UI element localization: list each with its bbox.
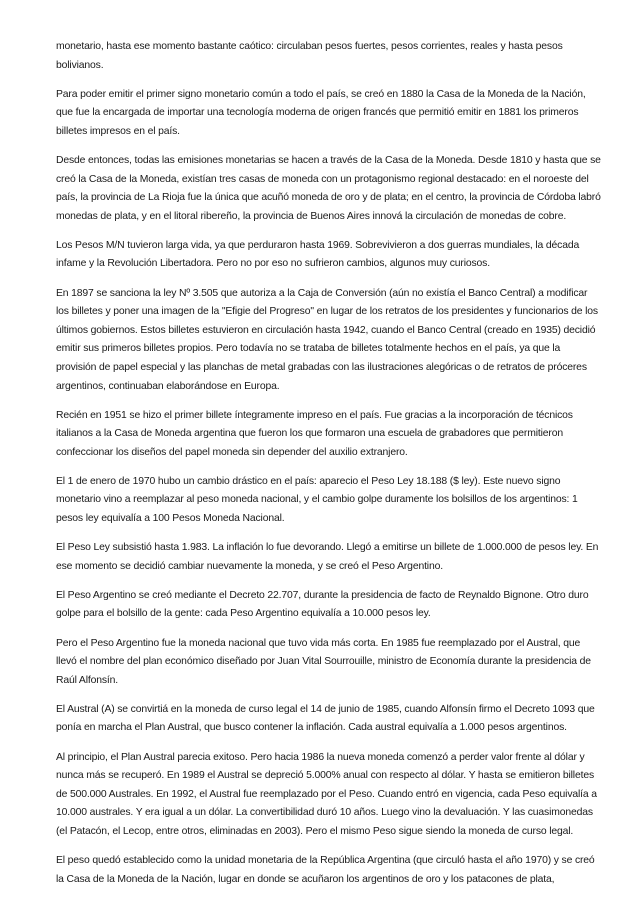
document-page <box>56 38 601 900</box>
paragraph: Los Pesos M/N tuvieron larga vida, ya que perduraron hasta 1969. Sobrevivieron a dos guerras mundiales, la década infame y la Revolución Libertadora. Pero no por eso no sufrieron cambios, algunos muy curiosos. <box>56 239 580 270</box>
paragraph: El Austral (A) se convirtiá en la moneda de curso legal el 14 de junio de 1985, cuando Alfonsín firmo el Decreto 1093 que ponía en marcha el Plan Austral, que busco contener la inflación. Cada austral equivalía a 1.000 pesos argentinos. <box>56 703 595 734</box>
paragraph: Desde entonces, todas las emisiones monetarias se hacen a través de la Casa de la Moneda. Desde 1810 y hasta que se creó la Casa de la Moneda, existían tres casas de moneda con un protagonismo regional destacado: en el noroeste del país, la provincia de La Rioja fue la única que acuñó moneda de oro y de plata; en el centro, la provincia de Córdoba labró monedas de plata, y en el litoral ribereño, la provincia de Buenos Aires innová la circulación de monedas de cobre. <box>56 154 601 222</box>
paragraph: El peso quedó establecido como la unidad monetaria de la República Argentina (que circuló hasta el año 1970) y se creó la Casa de la Moneda de la Nación, lugar en donde se acuñaron los argentinos de oro y los patacones de plata, <box>56 854 595 885</box>
paragraph: El Peso Argentino se creó mediante el Decreto 22.707, durante la presidencia de facto de Reynaldo Bignone. Otro duro golpe para el bolsillo de la gente: cada Peso Argentino equivalía a 10.000 pesos ley. <box>56 589 589 620</box>
paragraph: El Peso Ley subsistió hasta 1.983. La inflación lo fue devorando. Llegó a emitirse un billete de 1.000.000 de pesos ley. En ese momento se decidió cambiar nuevamente la moneda, y se creó el Peso Argentino. <box>56 542 599 572</box>
paragraph: Recién en 1951 se hizo el primer billete íntegramente impreso en el país. Fue gracias a la incorporación de técnicos italianos a la Casa de Moneda argentina que fueron los que formaron una escuela de grabadores que permitieron confeccionar los diseños del papel moneda sin depender del auxilio extranjero. <box>56 409 573 458</box>
paragraph: Para poder emitir el primer signo monetario común a todo el país, se creó en 1880 la Casa de la Moneda de la Nación, que fue la encargada de importar una tecnología moderna de origen francés que permitió emitir en 1881 los primeros billetes impresos en el país. <box>56 88 586 137</box>
paragraph: Al principio, el Plan Austral parecia exitoso. Pero hacia 1986 la nueva moneda comenzó a perder valor frente al dólar y nunca más se recuperó. En 1989 el Austral se depreció 5.000% anual con respecto al dólar. Y hasta se emitieron billetes de 500.000 Australes. En 1992, el Austral fue reemplazado por el Peso. Cuando entró en vigencia, cada Peso equivalía a 10.000 australes. Y era igual a un dólar. La convertibilidad duró 10 años. Luego vino la devaluación. Y las cuasimonedas (el Patacón, el Lecop, entre otros, eliminadas en 2003). Pero el mismo Peso sigue siendo la moneda de curso legal. <box>56 751 597 837</box>
paragraph: En 1897 se sanciona la ley Nº 3.505 que autoriza a la Caja de Conversión (aún no existía el Banco Central) a modificar los billetes y poner una imagen de la "Efigie del Progreso" en lugar de los retratos de los presidentes y funcionarios de los últimos gobiernos. Estos billetes estuvieron en circulación hasta 1942, cuando el Banco Central (creado en 1935) decidió emitir sus primeros billetes propios. Pero todavía no se trataba de billetes totalmente hechos en el país, ya que la provisión de papel especial y las planchas de metal grabadas con las ilustraciones alegóricas o de retratos de próceres argentinos, continuaban elaborándose en Europa. <box>56 287 598 392</box>
paragraph: El 1 de enero de 1970 hubo un cambio drástico en el país: aparecio el Peso Ley 18.188 ($ ley). Este nuevo signo monetario vino a reemplazar al peso moneda nacional, y el cambio golpe duramente los bolsillos de los argentinos: 1 pesos ley equivalía a 100 Pesos Moneda Nacional. <box>56 475 578 525</box>
paragraph: Pero el Peso Argentino fue la moneda nacional que tuvo vida más corta. En 1985 fue reemplazado por el Austral, que llevó el nombre del plan económico diseñado por Juan Vital Sourrouille, ministro de Economía durante la presidencia de Raúl Alfonsín. <box>56 637 591 686</box>
paragraph: monetario, hasta ese momento bastante caótico: circulaban pesos fuertes, pesos corrientes, reales y hasta pesos bolivianos. <box>56 41 563 71</box>
